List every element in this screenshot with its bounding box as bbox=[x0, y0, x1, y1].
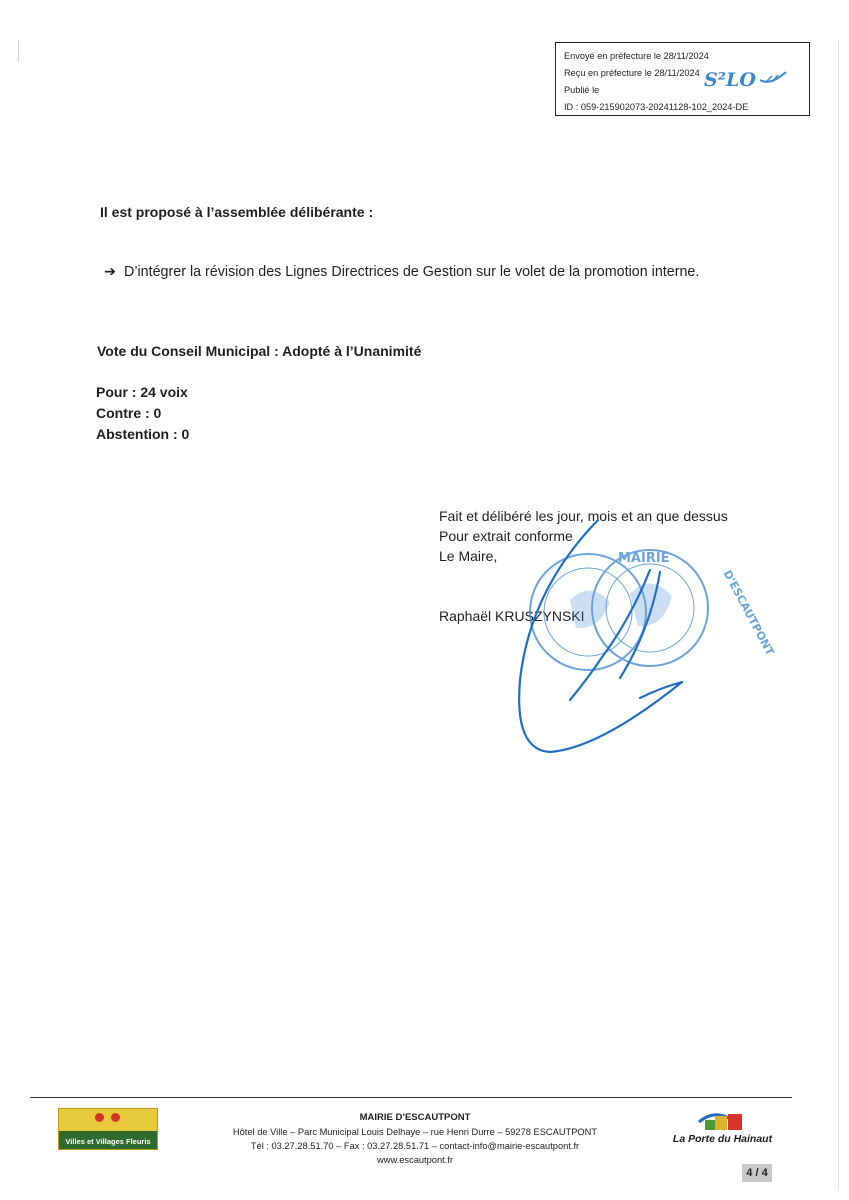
left-logo-label: Villes et Villages Fleuris bbox=[65, 1137, 151, 1146]
vote-for: Pour : 24 voix bbox=[96, 384, 188, 400]
seal-text-top: MAIRIE bbox=[618, 551, 670, 566]
mayor-seal-and-signature bbox=[500, 510, 777, 770]
villes-villages-fleuris-logo bbox=[58, 1108, 158, 1150]
vote-against: Contre : 0 bbox=[96, 405, 162, 421]
closing-line-2: Pour extrait conforme bbox=[439, 528, 573, 544]
proposal-heading: Il est proposé à l’assemblée délibérante : bbox=[100, 204, 374, 220]
footer-address: Hôtel de Ville – Parc Municipal Louis Delhaye – rue Henri Durre – 59278 ESCAUTPONT bbox=[232, 1127, 598, 1137]
stamp-received-date: Reçu en préfecture le 28/11/2024 bbox=[564, 68, 700, 78]
arrow-right-icon: ➔ bbox=[104, 264, 116, 280]
footer-divider bbox=[30, 1097, 792, 1098]
stamp-id: ID : 059-215902073-20241128-102_2024-DE bbox=[564, 102, 749, 112]
closing-line-3: Le Maire, bbox=[439, 548, 498, 564]
slo-logo bbox=[702, 64, 792, 94]
footer-contact: Tél : 03.27.28.51.70 – Fax : 03.27.28.51.71 – contact-info@mairie-escautpont.fr bbox=[250, 1141, 580, 1151]
la-porte-du-hainaut-logo bbox=[665, 1108, 780, 1156]
vote-title: Vote du Conseil Municipal : Adopté à l’Unanimité bbox=[97, 343, 422, 359]
flower-icon bbox=[111, 1113, 120, 1122]
seal-stamp bbox=[530, 550, 777, 670]
stamp-sent-date: Envoyé en préfecture le 28/11/2024 bbox=[564, 51, 709, 61]
stamp-published: Publié le bbox=[564, 85, 600, 95]
flower-icon bbox=[95, 1113, 104, 1122]
seal-text-right: D'ESCAUTPONT bbox=[720, 568, 777, 658]
page-number: 4 / 4 bbox=[742, 1164, 772, 1182]
footer-org-name: MAIRIE D’ESCAUTPONT bbox=[359, 1112, 471, 1123]
scan-edge-mark bbox=[18, 40, 19, 62]
svg-text:S²LO: S²LO bbox=[704, 69, 756, 91]
porte-du-hainaut-mark-icon bbox=[665, 1108, 780, 1134]
signatory-name: Raphaël KRUSZYNSKI bbox=[439, 608, 585, 624]
footer-website: www.escautpont.fr bbox=[377, 1155, 453, 1165]
vote-abstention: Abstention : 0 bbox=[96, 426, 190, 442]
right-logo-label: La Porte du Hainaut bbox=[672, 1133, 773, 1145]
footer-contact-block bbox=[205, 1111, 625, 1167]
proposal-item bbox=[104, 264, 699, 280]
closing-line-1: Fait et délibéré les jour, mois et an que dessus bbox=[439, 508, 728, 524]
scan-edge-mark-right bbox=[838, 40, 839, 1190]
proposal-item-text: D’intégrer la révision des Lignes Directrices de Gestion sur le volet de la promotion interne. bbox=[124, 264, 700, 280]
